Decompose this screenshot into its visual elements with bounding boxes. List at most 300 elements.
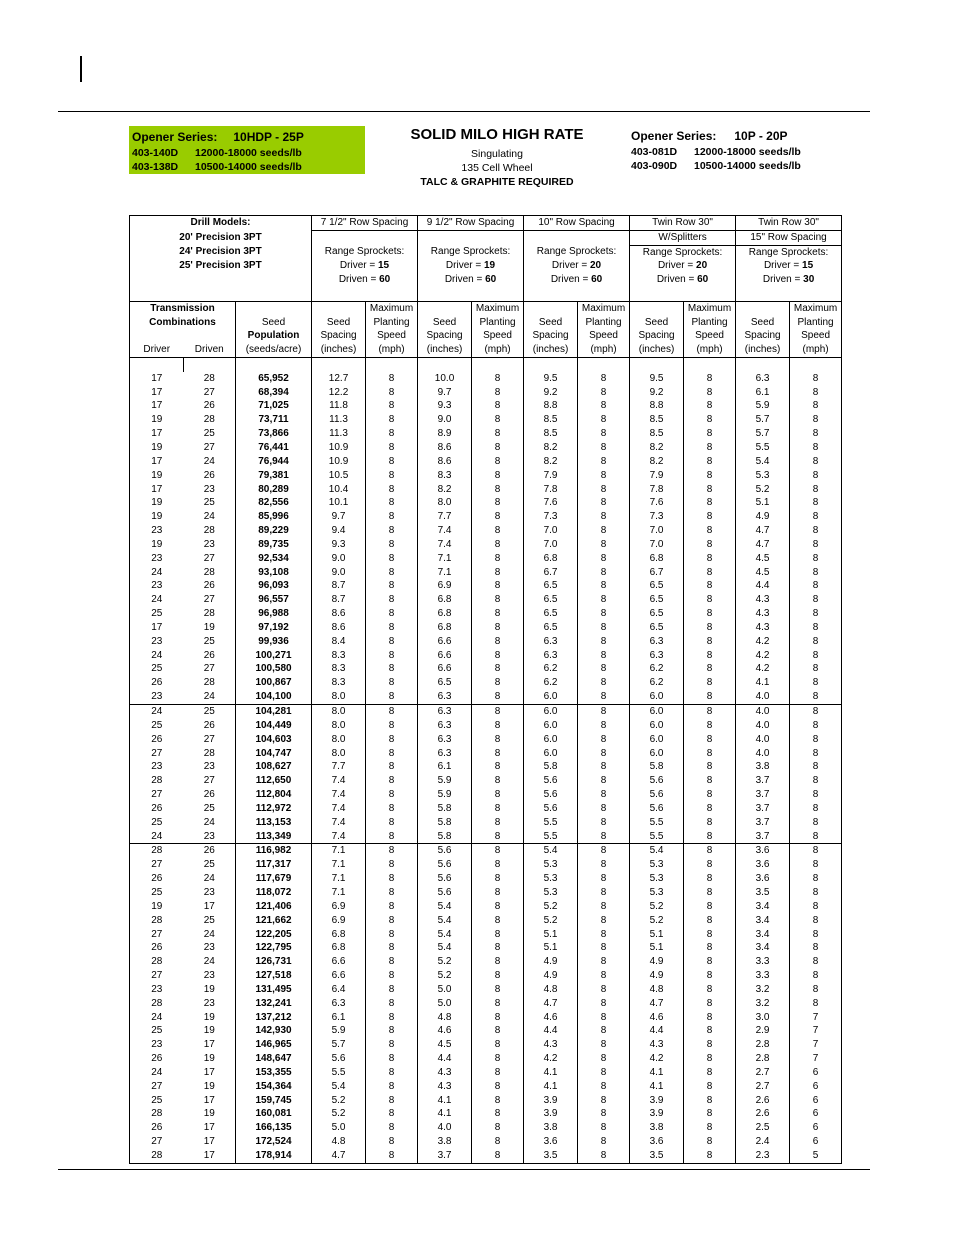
table-cell: 5 xyxy=(790,1149,842,1163)
table-row xyxy=(130,1135,842,1149)
table-cell: 8 xyxy=(578,399,630,413)
table-cell: 8 xyxy=(472,1149,524,1163)
driver-sprocket xyxy=(630,259,736,273)
table-cell: 8 xyxy=(472,983,524,997)
table-row xyxy=(130,496,842,510)
table-cell: 8 xyxy=(684,719,736,733)
column-header-row xyxy=(130,316,842,330)
table-cell: 8 xyxy=(790,372,842,386)
table-cell: 7.0 xyxy=(630,524,684,538)
table-cell: 8 xyxy=(366,788,418,802)
table-cell: 8 xyxy=(684,1121,736,1135)
table-cell: 8 xyxy=(578,705,630,719)
table-row xyxy=(130,969,842,983)
table-cell: 5.8 xyxy=(418,830,472,844)
table-row xyxy=(130,427,842,441)
table-cell: 5.0 xyxy=(418,997,472,1011)
seeding-rate-table xyxy=(129,215,842,1164)
population-cell: 153,355 xyxy=(236,1066,312,1080)
table-cell: 8 xyxy=(790,969,842,983)
table-cell: 6 xyxy=(790,1094,842,1108)
table-cell: 8 xyxy=(366,719,418,733)
table-cell: 5.3 xyxy=(524,886,578,900)
table-cell: 5.1 xyxy=(524,928,578,942)
table-cell: 6.1 xyxy=(736,386,790,400)
table-row xyxy=(130,372,842,386)
left-opener-heading xyxy=(132,130,304,144)
table-cell: 7.4 xyxy=(312,788,366,802)
table-row xyxy=(130,1038,842,1052)
table-cell: 6.5 xyxy=(630,579,684,593)
col-planting-speed: Speed xyxy=(366,329,418,343)
blank-cell xyxy=(312,357,366,371)
table-cell: 24 xyxy=(184,510,236,524)
table-cell: 23 xyxy=(130,635,184,649)
table-cell: 28 xyxy=(184,372,236,386)
col-seed-spacing: (inches) xyxy=(630,343,684,357)
table-cell: 23 xyxy=(184,886,236,900)
table-cell: 3.7 xyxy=(736,774,790,788)
table-cell: 8.9 xyxy=(418,427,472,441)
table-cell: 8 xyxy=(578,593,630,607)
table-cell: 8 xyxy=(790,774,842,788)
table-cell: 25 xyxy=(130,607,184,621)
population-cell: 104,449 xyxy=(236,719,312,733)
blank-cell xyxy=(578,357,630,371)
table-cell: 6.3 xyxy=(418,719,472,733)
table-cell: 7.1 xyxy=(312,844,366,858)
table-cell: 4.8 xyxy=(524,983,578,997)
population-cell: 92,534 xyxy=(236,552,312,566)
population-cell: 118,072 xyxy=(236,886,312,900)
table-cell: 5.2 xyxy=(736,483,790,497)
table-cell: 5.3 xyxy=(524,872,578,886)
table-cell: 6 xyxy=(790,1080,842,1094)
table-cell: 8 xyxy=(790,386,842,400)
table-cell: 8 xyxy=(472,1038,524,1052)
table-cell: 8 xyxy=(578,872,630,886)
subtitle-1: Singulating xyxy=(471,148,523,160)
blank-cell xyxy=(130,287,312,301)
table-cell: 8 xyxy=(684,830,736,844)
table-cell: 8 xyxy=(684,705,736,719)
col-seed-spacing: (inches) xyxy=(418,343,472,357)
table-cell: 4.0 xyxy=(736,690,790,704)
table-row xyxy=(130,733,842,747)
table-cell: 8 xyxy=(790,676,842,690)
table-cell: 8 xyxy=(472,455,524,469)
table-cell: 24 xyxy=(130,566,184,580)
table-cell: 4.1 xyxy=(418,1107,472,1121)
table-cell: 5.9 xyxy=(418,774,472,788)
table-cell: 8 xyxy=(790,455,842,469)
table-cell: 8 xyxy=(790,747,842,761)
table-cell: 24 xyxy=(130,705,184,719)
population-cell: 89,735 xyxy=(236,538,312,552)
table-cell: 8 xyxy=(578,983,630,997)
table-cell: 5.2 xyxy=(312,1107,366,1121)
table-cell: 3.9 xyxy=(630,1107,684,1121)
blank-cell xyxy=(684,357,736,371)
table-cell: 8 xyxy=(472,774,524,788)
col-planting-speed: Planting xyxy=(366,316,418,330)
table-cell: 9.5 xyxy=(630,372,684,386)
table-cell: 8 xyxy=(472,1094,524,1108)
table-row xyxy=(130,1107,842,1121)
table-cell: 3.6 xyxy=(524,1135,578,1149)
table-cell: 5.5 xyxy=(630,816,684,830)
population-cell: 73,866 xyxy=(236,427,312,441)
table-cell: 8 xyxy=(684,1135,736,1149)
table-cell: 27 xyxy=(130,1080,184,1094)
table-cell: 8 xyxy=(684,635,736,649)
table-cell: 7.1 xyxy=(418,552,472,566)
table-cell: 8 xyxy=(790,760,842,774)
table-row xyxy=(130,1052,842,1066)
table-cell: 2.4 xyxy=(736,1135,790,1149)
table-cell: 8 xyxy=(578,760,630,774)
table-cell: 8 xyxy=(790,872,842,886)
table-cell: 24 xyxy=(184,928,236,942)
table-cell: 8 xyxy=(790,496,842,510)
table-cell: 8.7 xyxy=(312,579,366,593)
table-cell: 17 xyxy=(130,399,184,413)
table-cell: 4.5 xyxy=(418,1038,472,1052)
table-row xyxy=(130,914,842,928)
table-cell: 8 xyxy=(578,1066,630,1080)
table-cell: 8 xyxy=(366,538,418,552)
table-cell: 6 xyxy=(790,1135,842,1149)
table-cell: 3.3 xyxy=(736,955,790,969)
table-cell: 4.9 xyxy=(630,969,684,983)
table-cell: 5.4 xyxy=(418,900,472,914)
col-transmission: Transmission xyxy=(130,301,236,315)
spacing-group-title: Twin Row 30" xyxy=(630,216,736,231)
table-cell: 5.6 xyxy=(630,788,684,802)
table-cell: 17 xyxy=(130,483,184,497)
table-cell: 8.0 xyxy=(312,747,366,761)
table-cell: 8 xyxy=(578,372,630,386)
opener-code: 403-138D xyxy=(132,161,179,173)
table-cell: 8 xyxy=(578,621,630,635)
table-cell: 8 xyxy=(366,705,418,719)
opener-desc: 10500-14000 seeds/lb xyxy=(195,161,302,173)
table-cell: 8 xyxy=(790,399,842,413)
table-cell: 24 xyxy=(130,1066,184,1080)
table-cell: 4.7 xyxy=(630,997,684,1011)
table-cell: 8 xyxy=(684,649,736,663)
table-cell: 17 xyxy=(130,386,184,400)
spacing-group-title: 10" Row Spacing xyxy=(524,216,630,231)
population-cell: 71,025 xyxy=(236,399,312,413)
table-cell: 19 xyxy=(184,983,236,997)
table-cell: 5.4 xyxy=(312,1080,366,1094)
table-cell: 8 xyxy=(578,676,630,690)
table-cell: 5.3 xyxy=(524,858,578,872)
table-cell: 8 xyxy=(366,914,418,928)
table-cell: 6.8 xyxy=(418,621,472,635)
table-cell: 8.0 xyxy=(312,690,366,704)
table-cell: 6 xyxy=(790,1121,842,1135)
population-cell: 121,662 xyxy=(236,914,312,928)
table-cell: 8 xyxy=(790,705,842,719)
table-cell: 8 xyxy=(790,469,842,483)
table-cell: 8 xyxy=(578,441,630,455)
table-cell: 8 xyxy=(472,607,524,621)
table-cell: 6.8 xyxy=(524,552,578,566)
table-cell: 8 xyxy=(366,690,418,704)
table-cell: 6.0 xyxy=(630,690,684,704)
table-cell: 8 xyxy=(366,816,418,830)
table-cell: 8.3 xyxy=(312,662,366,676)
table-cell: 10.9 xyxy=(312,455,366,469)
table-cell: 3.4 xyxy=(736,900,790,914)
table-cell: 8 xyxy=(790,997,842,1011)
table-cell: 25 xyxy=(184,914,236,928)
table-cell: 8 xyxy=(790,510,842,524)
table-cell: 8 xyxy=(472,538,524,552)
table-cell: 5.2 xyxy=(312,1094,366,1108)
table-cell: 24 xyxy=(130,593,184,607)
table-cell: 8 xyxy=(684,496,736,510)
table-cell: 4.6 xyxy=(524,1011,578,1025)
table-row xyxy=(130,816,842,830)
population-cell: 159,745 xyxy=(236,1094,312,1108)
table-cell: 8 xyxy=(578,844,630,858)
table-cell: 3.5 xyxy=(524,1149,578,1163)
col-planting-speed: Speed xyxy=(578,329,630,343)
table-cell: 8 xyxy=(366,662,418,676)
table-row xyxy=(130,760,842,774)
driven-label: Driven = xyxy=(656,274,695,286)
table-cell: 8 xyxy=(578,955,630,969)
table-cell: 8 xyxy=(472,566,524,580)
table-cell: 5.1 xyxy=(630,941,684,955)
table-cell: 8.6 xyxy=(312,607,366,621)
table-cell: 4.3 xyxy=(418,1080,472,1094)
table-cell: 8 xyxy=(366,774,418,788)
col-planting-speed: Speed xyxy=(472,329,524,343)
table-cell: 26 xyxy=(184,649,236,663)
table-cell: 6.9 xyxy=(418,579,472,593)
table-cell: 7.1 xyxy=(312,858,366,872)
table-cell: 8 xyxy=(684,914,736,928)
table-cell: 8 xyxy=(366,579,418,593)
range-sprockets-label: Range Sprockets: xyxy=(312,245,418,259)
table-row xyxy=(130,607,842,621)
table-cell: 8 xyxy=(472,635,524,649)
table-cell: 19 xyxy=(130,538,184,552)
table-cell: 8.2 xyxy=(418,483,472,497)
table-cell: 5.2 xyxy=(630,914,684,928)
table-cell: 8 xyxy=(578,510,630,524)
table-cell: 8 xyxy=(684,621,736,635)
col-seed-spacing: Spacing xyxy=(736,329,790,343)
table-cell: 4.1 xyxy=(418,1094,472,1108)
table-cell: 26 xyxy=(184,579,236,593)
table-cell: 5.8 xyxy=(630,760,684,774)
driven-label: Driven = xyxy=(444,274,483,286)
table-cell: 24 xyxy=(184,955,236,969)
table-row xyxy=(130,788,842,802)
table-row xyxy=(130,676,842,690)
table-cell: 5.6 xyxy=(418,844,472,858)
table-cell: 8 xyxy=(684,386,736,400)
col-seed-spacing: (inches) xyxy=(524,343,578,357)
blank-cell xyxy=(418,357,472,371)
driven-value: 60 xyxy=(485,274,497,286)
table-cell: 7.9 xyxy=(630,469,684,483)
table-cell: 4.1 xyxy=(630,1080,684,1094)
col-planting-speed: Maximum xyxy=(684,301,736,315)
table-cell: 4.4 xyxy=(736,579,790,593)
spacing-group-title: Twin Row 30" xyxy=(736,216,842,231)
population-cell: 100,271 xyxy=(236,649,312,663)
table-cell: 19 xyxy=(130,413,184,427)
table-cell: 8 xyxy=(472,1135,524,1149)
table-cell: 8 xyxy=(790,413,842,427)
table-cell: 8 xyxy=(684,566,736,580)
table-cell: 8 xyxy=(684,997,736,1011)
table-cell: 6.9 xyxy=(312,900,366,914)
table-cell: 5.9 xyxy=(736,399,790,413)
table-cell: 28 xyxy=(184,413,236,427)
table-row xyxy=(130,830,842,844)
table-cell: 8 xyxy=(790,928,842,942)
table-cell: 27 xyxy=(130,858,184,872)
table-cell: 8 xyxy=(472,914,524,928)
table-cell: 7.7 xyxy=(418,510,472,524)
table-cell: 8 xyxy=(578,1038,630,1052)
table-cell: 8 xyxy=(684,900,736,914)
table-cell: 5.1 xyxy=(524,941,578,955)
table-cell: 7.4 xyxy=(418,538,472,552)
table-cell: 8 xyxy=(472,1080,524,1094)
population-cell: 113,349 xyxy=(236,830,312,844)
population-cell: 132,241 xyxy=(236,997,312,1011)
table-cell: 8 xyxy=(472,872,524,886)
table-cell: 8 xyxy=(472,997,524,1011)
table-cell: 8 xyxy=(578,914,630,928)
table-cell: 4.3 xyxy=(630,1038,684,1052)
table-cell: 7.4 xyxy=(418,524,472,538)
left-opener-row xyxy=(132,161,302,173)
table-cell: 8 xyxy=(578,928,630,942)
table-cell: 8 xyxy=(472,441,524,455)
table-cell: 8 xyxy=(472,844,524,858)
population-cell: 137,212 xyxy=(236,1011,312,1025)
driven-label: Driven = xyxy=(338,274,377,286)
table-cell: 7 xyxy=(790,1024,842,1038)
driver-sprocket xyxy=(736,259,842,273)
table-cell: 8 xyxy=(366,413,418,427)
spacer-row xyxy=(130,287,842,301)
opener-code: 403-140D xyxy=(132,147,179,159)
driver-sprocket xyxy=(524,259,630,273)
title-block xyxy=(380,126,614,189)
table-cell: 4.2 xyxy=(736,635,790,649)
table-cell: 8 xyxy=(790,607,842,621)
table-cell: 6.5 xyxy=(524,579,578,593)
table-cell: 3.7 xyxy=(736,830,790,844)
table-cell: 8 xyxy=(366,427,418,441)
table-cell: 6.2 xyxy=(524,676,578,690)
table-cell: 8 xyxy=(366,455,418,469)
table-cell: 8 xyxy=(684,760,736,774)
table-cell: 8 xyxy=(366,524,418,538)
table-cell: 8 xyxy=(472,524,524,538)
table-cell: 19 xyxy=(184,621,236,635)
table-cell: 8 xyxy=(684,1094,736,1108)
table-cell: 19 xyxy=(130,900,184,914)
table-cell: 6.5 xyxy=(630,607,684,621)
table-cell: 8 xyxy=(472,858,524,872)
table-cell: 8 xyxy=(366,386,418,400)
table-cell: 28 xyxy=(130,844,184,858)
table-cell: 8 xyxy=(472,719,524,733)
table-cell: 7 xyxy=(790,1011,842,1025)
table-cell: 8 xyxy=(684,1024,736,1038)
table-cell: 8 xyxy=(578,469,630,483)
table-cell: 4.8 xyxy=(312,1135,366,1149)
table-cell: 8 xyxy=(684,413,736,427)
driver-value: 15 xyxy=(802,260,814,272)
table-cell: 3.4 xyxy=(736,914,790,928)
table-cell: 8 xyxy=(790,941,842,955)
table-cell: 8 xyxy=(684,886,736,900)
col-seed-spacing: Spacing xyxy=(418,329,472,343)
table-cell: 9.0 xyxy=(312,566,366,580)
column-header-row xyxy=(130,301,842,315)
blank-cell xyxy=(366,357,418,371)
table-cell: 8 xyxy=(578,524,630,538)
blank-cell xyxy=(312,287,418,301)
opener-desc: 10500-14000 seeds/lb xyxy=(694,160,801,172)
table-cell: 4.9 xyxy=(736,510,790,524)
table-cell: 5.0 xyxy=(312,1121,366,1135)
table-cell: 28 xyxy=(184,607,236,621)
table-cell: 19 xyxy=(130,441,184,455)
table-cell: 11.8 xyxy=(312,399,366,413)
table-cell: 7.3 xyxy=(524,510,578,524)
driven-sprocket xyxy=(736,273,842,287)
table-cell: 5.4 xyxy=(736,455,790,469)
table-cell: 25 xyxy=(130,1094,184,1108)
table-cell: 5.3 xyxy=(630,872,684,886)
table-cell: 8 xyxy=(578,483,630,497)
table-row xyxy=(130,621,842,635)
col-planting-speed: Speed xyxy=(790,329,842,343)
table-cell: 3.6 xyxy=(736,844,790,858)
table-cell: 9.2 xyxy=(524,386,578,400)
table-cell: 8 xyxy=(472,760,524,774)
col-seed-spacing xyxy=(418,301,472,315)
population-cell: 127,518 xyxy=(236,969,312,983)
table-cell: 10.9 xyxy=(312,441,366,455)
table-cell: 8 xyxy=(790,844,842,858)
table-cell: 8 xyxy=(684,607,736,621)
table-row xyxy=(130,455,842,469)
blank-cell xyxy=(130,329,236,343)
table-cell: 8 xyxy=(684,469,736,483)
table-cell: 3.7 xyxy=(418,1149,472,1163)
col-seed-spacing: Spacing xyxy=(312,329,366,343)
table-cell: 7.0 xyxy=(630,538,684,552)
blank-cell xyxy=(736,357,790,371)
table-cell: 28 xyxy=(184,524,236,538)
table-cell: 8 xyxy=(790,914,842,928)
table-cell: 8 xyxy=(684,747,736,761)
